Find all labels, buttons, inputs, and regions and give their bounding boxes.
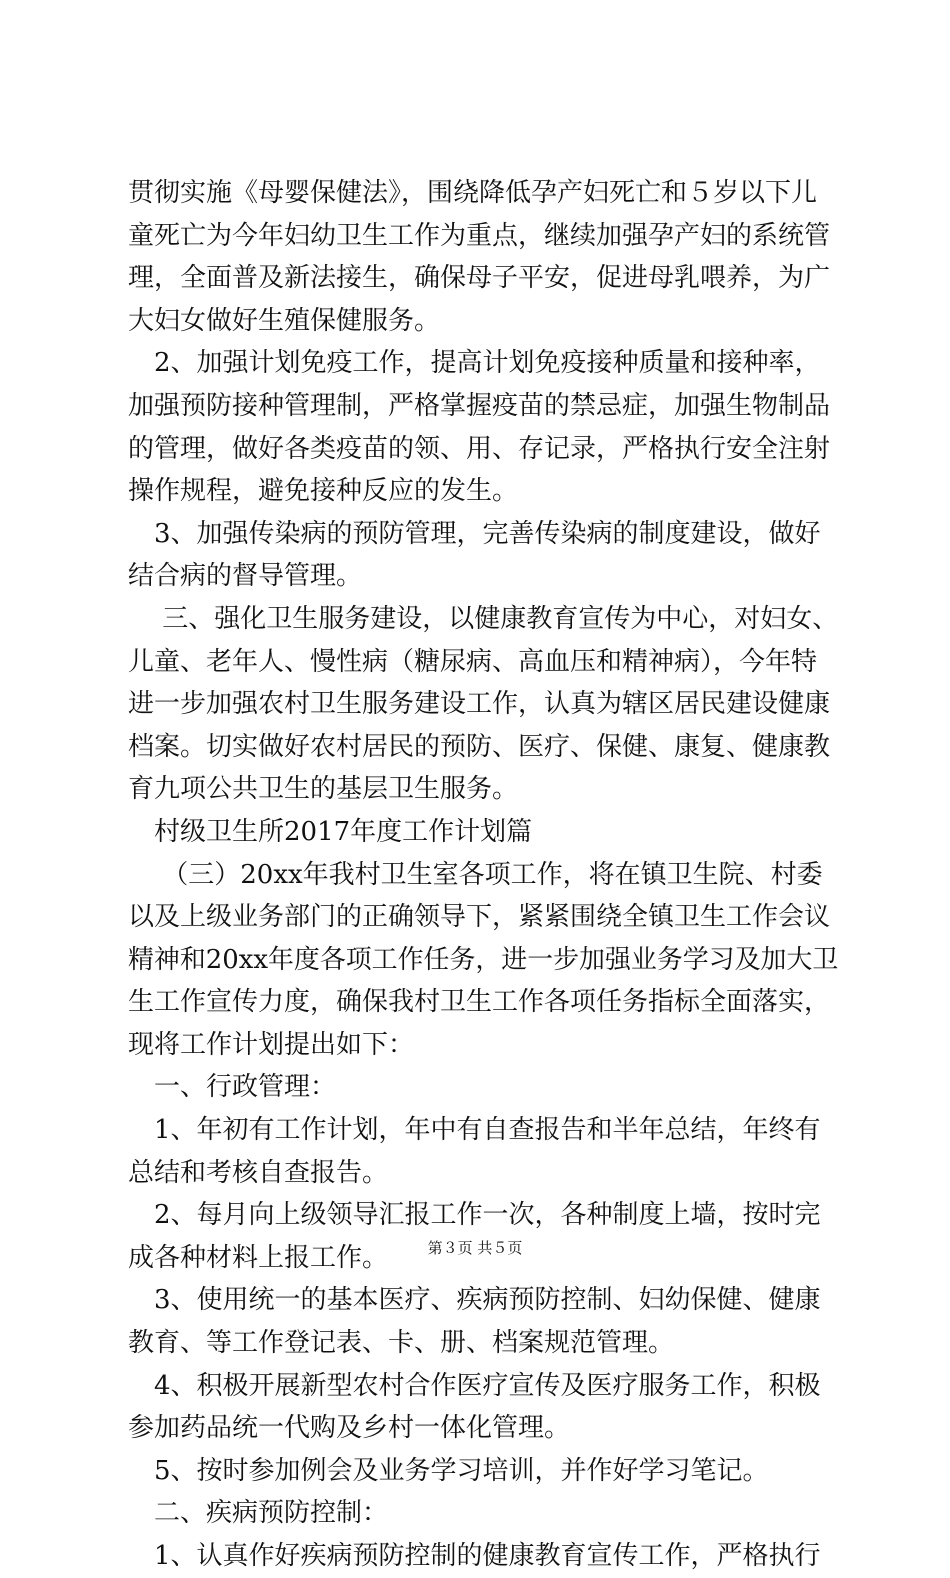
text-line: 以及上级业务部门的正确领导下，紧紧围绕全镇卫生工作会议 xyxy=(128,902,831,933)
text-line: 现将工作计划提出如下： xyxy=(128,1029,415,1060)
text-line: 儿童、老年人、慢性病（糖尿病、高血压和精神病），今年特 xyxy=(128,646,818,677)
text-line: 一、行政管理： xyxy=(128,1072,337,1103)
text-line: 童死亡为今年妇幼卫生工作为重点，继续加强孕产妇的系统管 xyxy=(128,220,831,251)
text-line: 的管理，做好各类疫苗的领、用、存记录，严格执行安全注射 xyxy=(128,433,831,464)
text-line: 教育、等工作登记表、卡、册、档案规范管理。 xyxy=(128,1328,675,1359)
text-line: 三、强化卫生服务建设，以健康教育宣传为中心，对妇女、 xyxy=(128,603,838,634)
text-line: 2、每月向上级领导汇报工作一次，各种制度上墙，按时完 xyxy=(128,1200,821,1231)
text-line: 3、使用统一的基本医疗、疾病预防控制、妇幼保健、健康 xyxy=(128,1285,821,1316)
text-line: （三）20xx年我村卫生室各项工作，将在镇卫生院、村委 xyxy=(128,859,823,890)
text-line: 村级卫生所2017年度工作计划篇 xyxy=(128,816,533,847)
text-line: 贯彻实施《母婴保健法》，围绕降低孕产妇死亡和５岁以下儿 xyxy=(128,178,818,208)
text-line: 1、年初有工作计划，年中有自查报告和半年总结，年终有 xyxy=(128,1115,821,1146)
document-body xyxy=(128,172,838,1578)
text-line: 结合病的督导管理。 xyxy=(128,561,363,592)
page-footer: 第３页 共５页 xyxy=(427,1239,523,1257)
text-line: 加强预防接种管理制，严格掌握疫苗的禁忌症，加强生物制品 xyxy=(128,390,831,421)
text-line: 总结和考核自查报告。 xyxy=(128,1157,389,1188)
text-line: 精神和20xx年度各项工作任务，进一步加强业务学习及加大卫 xyxy=(128,944,838,975)
text-line: 档案。切实做好农村居民的预防、医疗、保健、康复、健康教 xyxy=(128,731,831,762)
text-line: 1、认真作好疾病预防控制的健康教育宣传工作，严格执行 xyxy=(128,1541,821,1571)
text-line: 参加药品统一代购及乡村一体化管理。 xyxy=(128,1413,571,1444)
text-line: 2、加强计划免疫工作，提高计划免疫接种质量和接种率， xyxy=(128,348,821,379)
text-line: 理，全面普及新法接生，确保母子平安，促进母乳喂养，为广 xyxy=(128,263,831,294)
text-line: 育九项公共卫生的基层卫生服务。 xyxy=(128,774,519,805)
text-line: 3、加强传染病的预防管理，完善传染病的制度建设，做好 xyxy=(128,518,821,549)
text-line: 成各种材料上报工作。 xyxy=(128,1242,389,1273)
text-line: 5、按时参加例会及业务学习培训，并作好学习笔记。 xyxy=(128,1455,769,1486)
text-line: 4、积极开展新型农村合作医疗宣传及医疗服务工作，积极 xyxy=(128,1370,821,1401)
text-line: 二、疾病预防控制： xyxy=(128,1498,389,1529)
text-line: 操作规程，避免接种反应的发生。 xyxy=(128,476,519,507)
text-line: 生工作宣传力度，确保我村卫生工作各项任务指标全面落实， xyxy=(128,987,831,1018)
text-line: 进一步加强农村卫生服务建设工作，认真为辖区居民建设健康 xyxy=(128,689,831,720)
text-line: 大妇女做好生殖保健服务。 xyxy=(128,305,441,336)
